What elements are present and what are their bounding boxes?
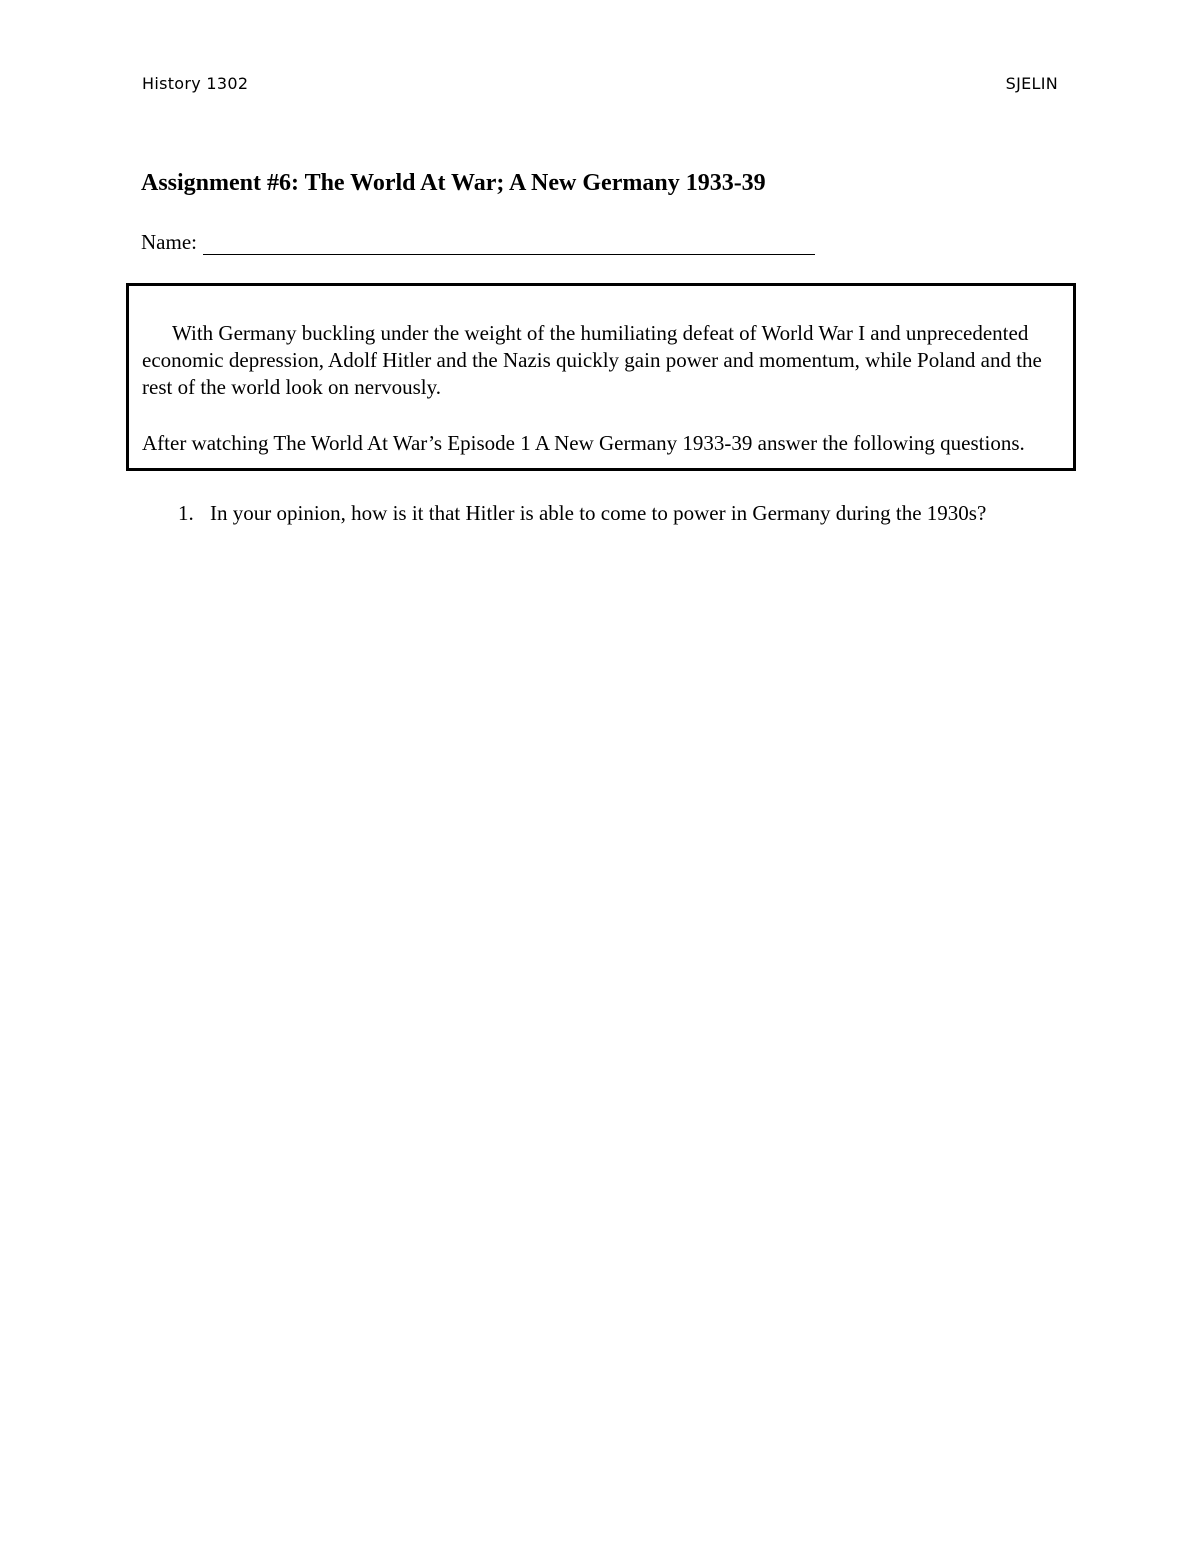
question-number: 1. (178, 501, 194, 525)
instructions-paragraph: After watching The World At War’s Episode 1 A New Germany 1933-39 answer the following questions. (142, 431, 1025, 455)
name-blank-line[interactable] (203, 230, 815, 255)
intro-paragraph: With Germany buckling under the weight of the humiliating defeat of World War I and unprecedented economic depression, Adolf Hitler and the Nazis quickly gain power and momentum, while Poland and the rest of the world look on nervously. (142, 321, 1042, 399)
intro-box (126, 283, 1076, 471)
assignment-title: Assignment #6: The World At War; A New Germany 1933-39 (141, 170, 766, 196)
question-item (178, 500, 1028, 527)
name-row (141, 230, 815, 255)
instructor-header: SJELIN (1005, 74, 1058, 93)
name-label: Name: (141, 230, 197, 254)
question-text: In your opinion, how is it that Hitler is able to come to power in Germany during the 1930s? (210, 501, 987, 525)
course-header: History 1302 (142, 74, 249, 93)
